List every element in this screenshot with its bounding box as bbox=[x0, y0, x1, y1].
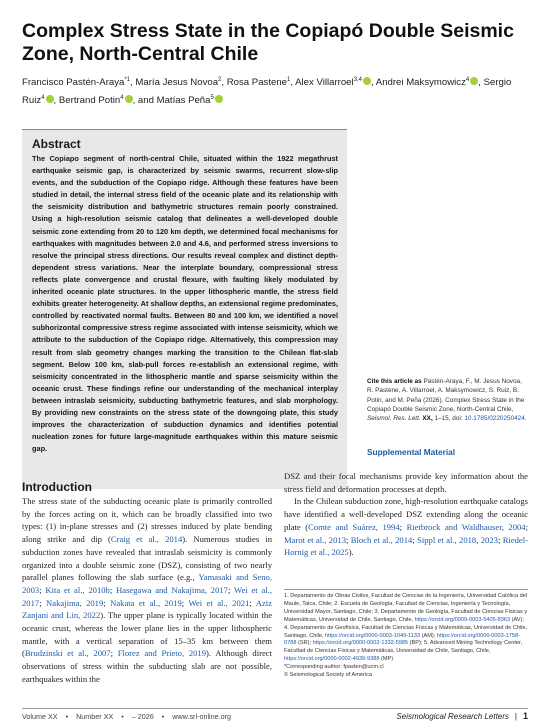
text-run: ; bbox=[110, 648, 118, 659]
author-name: Francisco Pastén-Araya bbox=[22, 77, 125, 89]
text-run: ; bbox=[181, 597, 189, 608]
cite-pages: 1–15, doi: bbox=[434, 415, 465, 423]
author-name: Andrei Maksymowicz bbox=[375, 77, 466, 89]
article-title: Complex Stress State in the Copiapó Double Seismic Zone, North-Central Chile bbox=[22, 20, 514, 65]
footer-bullet: • bbox=[65, 712, 69, 721]
citation-link[interactable]: Florez and Prieto, 2019 bbox=[117, 648, 207, 659]
author-conjunction: and bbox=[137, 94, 154, 106]
text-run: In the Chilean subduction zone, high-resolution earthquake catalogs have identified a well-developed DSZ extending along the oceanic plate ( bbox=[284, 496, 528, 532]
affiliations bbox=[284, 593, 528, 664]
text-run: (BP); 5. Advanced Mining Technology Center, Facultad de Ciencias Físicas y Matemáticas, Universidad de Chile, Santiago, Chile, bbox=[284, 640, 523, 655]
orcid-icon[interactable] bbox=[125, 95, 133, 103]
citation-link[interactable]: Craig et al., 2014 bbox=[110, 534, 183, 545]
abstract-text: The Copiapo segment of north-central Chile, situated within the 1922 megathrust earthquake seismic gap, is characterized by seismic swarms, recurrent slow-slip events, and the subduction of the Copiapo ridge. Although these features have been studied in detail, the internal stress field of the oceanic plate and its relationship with the seismicity distribution and bathymetric structures remain poorly constrained. Using a high-resolution seismic catalog that delineates a well-developed double seismic zone extending from 20 to 120 km depth, we determined focal mechanisms for earthquakes with magnitudes between 2.0 and 4.6, and performed stress inversions to resolve the principal stress directions. Our results reveal complex and distinct depth-dependent stress variations. Near the interplate boundary, compressional stress reflects plate convergence and crustal flexure, with faulting likely modulated by inherited oceanic plate structures. In the upper lithospheric mantle, the stress field exhibits greater heterogeneity. At shallow depths, an extensional regime predominates, controlled by reactivated normal faults. Between 80 and 100 km, we identified a novel subhorizontal compressive stress regime associated with intense seismicity, which we attribute to the subduction of the Copiapo ridge. Alternatively, this compression may result from slab geometry changes marking the transition to the Chilean flat-slab segment. Below 100 km, slab-pull forces re-establish an extensional regime, with seismicity concentrated in the lithospheric mantle and sparse seismicity within the oceanic crust. These findings refine our understanding of the mechanical interplay between intraslab seismicity, subducting bathymetric features, and slab morphology. By providing new constraints on the stress state of the downgoing plate, this study improves the characterization of subduction dynamics and identifies potential nucleation zones for future large-magnitude earthquakes within this mature seismic gap. bbox=[32, 154, 338, 454]
citation-link[interactable]: Sippl et al., 2018 bbox=[417, 534, 477, 545]
author-list: Francisco Pastén-Araya$^{*1}$, María Jesus Novoa$^2$, Rosa Pastene$^1$, Alex Villarroel$^{3,4}$ , Andrei Maksymowicz$^4$ , Sergio Ruiz$^4$ , Bertrand Potin$^4$ , and Matías Peña$^5$ bbox=[22, 77, 512, 106]
text-run: ; bbox=[525, 521, 528, 532]
cite-end: . bbox=[524, 415, 527, 423]
text-run: , bbox=[476, 534, 481, 545]
text-run: ; bbox=[39, 597, 47, 608]
citation-link[interactable]: Bloch et al., 2014 bbox=[350, 534, 413, 545]
text-run: ; bbox=[497, 534, 503, 545]
author-affiliation: *1 bbox=[124, 77, 131, 83]
orcid-icon[interactable] bbox=[470, 77, 478, 85]
citation-link[interactable]: 2023 bbox=[480, 534, 498, 545]
footer-issue-info bbox=[22, 712, 239, 721]
footnotes bbox=[284, 589, 528, 680]
citation-link[interactable]: Riedel-Hornig et al., 2025 bbox=[284, 534, 528, 558]
text-run: (AV); 4. Departamento de Geofísica, Facultad de Ciencias Físicas y Matemáticas, Universidad de Chile, Santiago, Chile, bbox=[284, 616, 528, 639]
cite-text: Pastén-Araya, F., M. Jesus Novoa, R. Pastene, A. Villarroel, A. Maksymowicz, S. Ruiz, B. Potin, and M. Peña (2026). Complex Stress State in the Copiapó Double Seismic Zone, North-Central Chile, bbox=[367, 378, 525, 413]
introduction-heading: Introduction bbox=[22, 480, 92, 494]
orcid-link[interactable]: https://orcid.org/0000-0002-1332-5985 bbox=[312, 640, 409, 647]
citation-link[interactable]: Wei et al., 2017 bbox=[22, 584, 273, 608]
citation-link[interactable]: Comte and Suárez, 1994 bbox=[308, 521, 400, 532]
text-run: ; bbox=[346, 534, 351, 545]
author-name: Sergio Ruiz bbox=[22, 77, 512, 106]
text-run: ; bbox=[227, 584, 235, 595]
citation-link[interactable]: Nakata et al., 2019 bbox=[110, 597, 182, 608]
text-run: (MP) bbox=[379, 656, 394, 663]
text-run: (SR); bbox=[296, 640, 313, 647]
text-run: 1. Departamento de Obras Civiles, Facultad de Ciencias de la Ingeniería, Universidad Católica del Maule, Talca, Chile; 2. Escuela de Geología, Facultad de Ciencias, Ingeniería y Tecnología, Universidad Mayor, Santiago, Chile; 3. Departamento de Geología, Facultad de Ciencias Físicas y Matemáticas, Universidad de Chile, Santiago, Chile, bbox=[284, 593, 528, 623]
author-affiliation: 3,4 bbox=[353, 77, 362, 83]
corresponding-author: *Corresponding author: fpasten@ucm.cl bbox=[284, 664, 384, 671]
footer-volume: Volume XX bbox=[22, 712, 58, 721]
citation-link[interactable]: Brudzinski et al., 2007 bbox=[24, 648, 111, 659]
text-run: (AM); bbox=[420, 632, 437, 639]
text-run: ; bbox=[412, 534, 418, 545]
text-run: ; bbox=[39, 584, 46, 595]
footer-separator: | bbox=[514, 712, 517, 721]
author-name: Bertrand Potin bbox=[58, 94, 121, 106]
text-run: ). Numerous studies in subduction zones have revealed that intraslab seismicity is commonly organized into a double seismic zone (DSZ), consisting of two nearly parallel planes following the slab surface (e.g., bbox=[22, 534, 272, 583]
orcid-link[interactable]: https://orcid.org/0009-0003-5405-8363 bbox=[414, 616, 511, 623]
text-run: ; bbox=[109, 584, 117, 595]
introduction-paragraph-1: DSZ and their focal mechanisms provide key information about the stress field and deformation processes at depth. bbox=[284, 471, 528, 494]
introduction-column-right bbox=[284, 470, 528, 559]
footer-journal-name: Seismological Research Letters bbox=[396, 712, 509, 721]
orcid-icon[interactable] bbox=[215, 95, 223, 103]
orcid-link[interactable]: https://orcid.org/0000-0002-4939-9388 bbox=[284, 656, 380, 663]
cite-volume: XX, bbox=[422, 415, 433, 423]
citation-link[interactable]: Aziz Zanjani and Lin, 2022 bbox=[22, 597, 272, 621]
author-name: María Jesus Novoa bbox=[135, 77, 219, 89]
author-name: Rosa Pastene bbox=[226, 77, 287, 89]
author-affiliation: 5 bbox=[210, 94, 214, 101]
text-run: ; bbox=[399, 521, 407, 532]
footer-journal bbox=[396, 711, 528, 721]
citation-link[interactable]: Nakajima, 2019 bbox=[46, 597, 104, 608]
orcid-link[interactable]: https://orcid.org/0000-0003-1049-1133 bbox=[325, 632, 421, 639]
footer-bullet: • bbox=[121, 712, 124, 721]
citation-link[interactable]: Wei et al., 2021 bbox=[188, 597, 250, 608]
text-run: The stress state of the subducting oceanic plate is primarily controlled by the forces acting on it, which can be broadly classified into two types: (1) in-plane stresses and (2) stresses induced by plate bending along strike and dip ( bbox=[22, 496, 272, 545]
orcid-icon[interactable] bbox=[46, 95, 54, 103]
page-number: 1 bbox=[522, 711, 528, 721]
introduction-paragraph-left bbox=[22, 495, 272, 686]
citation-link[interactable]: Rietbrock and Waldhauser, 2004 bbox=[406, 521, 526, 532]
author-affiliation: 2 bbox=[218, 77, 222, 83]
text-run: ). The upper plane is typically located within the oceanic crust, whereas the lower plane lies in the upper lithospheric mantle, with a vertical separation of 15–35 km between them ( bbox=[22, 610, 273, 659]
copyright: © Seismological Society of America bbox=[284, 672, 373, 679]
footer-bullet: • bbox=[161, 712, 165, 721]
text-run: ). Although direct observations of stress within the subducting slab are not possible, earthquakes within the bbox=[22, 648, 272, 684]
citation-link[interactable]: Kita et al., 2010b bbox=[45, 584, 110, 595]
text-run: ; bbox=[249, 597, 256, 608]
citation-link[interactable]: Hasegawa and Nakajima, 2017 bbox=[116, 584, 228, 595]
cite-box bbox=[367, 377, 529, 423]
cite-journal: Seismol. Res. Lett. bbox=[367, 415, 421, 423]
text-run: ; bbox=[103, 597, 111, 608]
author-affiliation: 4 bbox=[465, 77, 470, 83]
orcid-link[interactable]: https://orcid.org/0000-0003-1758-0788 bbox=[284, 632, 520, 647]
cite-label: Cite this article as bbox=[367, 378, 422, 385]
author-affiliation: 4 bbox=[120, 94, 124, 101]
supplemental-material-link[interactable]: Supplemental Material bbox=[367, 447, 456, 457]
author-name: Matías Peña bbox=[156, 94, 211, 106]
abstract-heading: Abstract bbox=[32, 137, 81, 151]
author-name: Alex Villarroel bbox=[295, 77, 354, 89]
citation-link[interactable]: Yamasaki and Seno, 2003 bbox=[22, 572, 272, 595]
orcid-icon[interactable] bbox=[363, 77, 371, 85]
author-affiliation: 1 bbox=[287, 77, 291, 83]
footer-rule bbox=[22, 708, 528, 709]
doi-link[interactable]: 10.1785/0220250424 bbox=[464, 415, 525, 423]
citation-link[interactable]: Marot et al., 2013 bbox=[284, 534, 346, 545]
footer-website[interactable]: www.srl-online.org bbox=[172, 712, 232, 721]
introduction-paragraph-2 bbox=[284, 495, 528, 559]
footer-year: – 2026 bbox=[131, 712, 154, 721]
author-affiliation: 4 bbox=[41, 94, 45, 101]
footer-number: Number XX bbox=[76, 712, 114, 721]
text-run: ). bbox=[348, 547, 354, 558]
